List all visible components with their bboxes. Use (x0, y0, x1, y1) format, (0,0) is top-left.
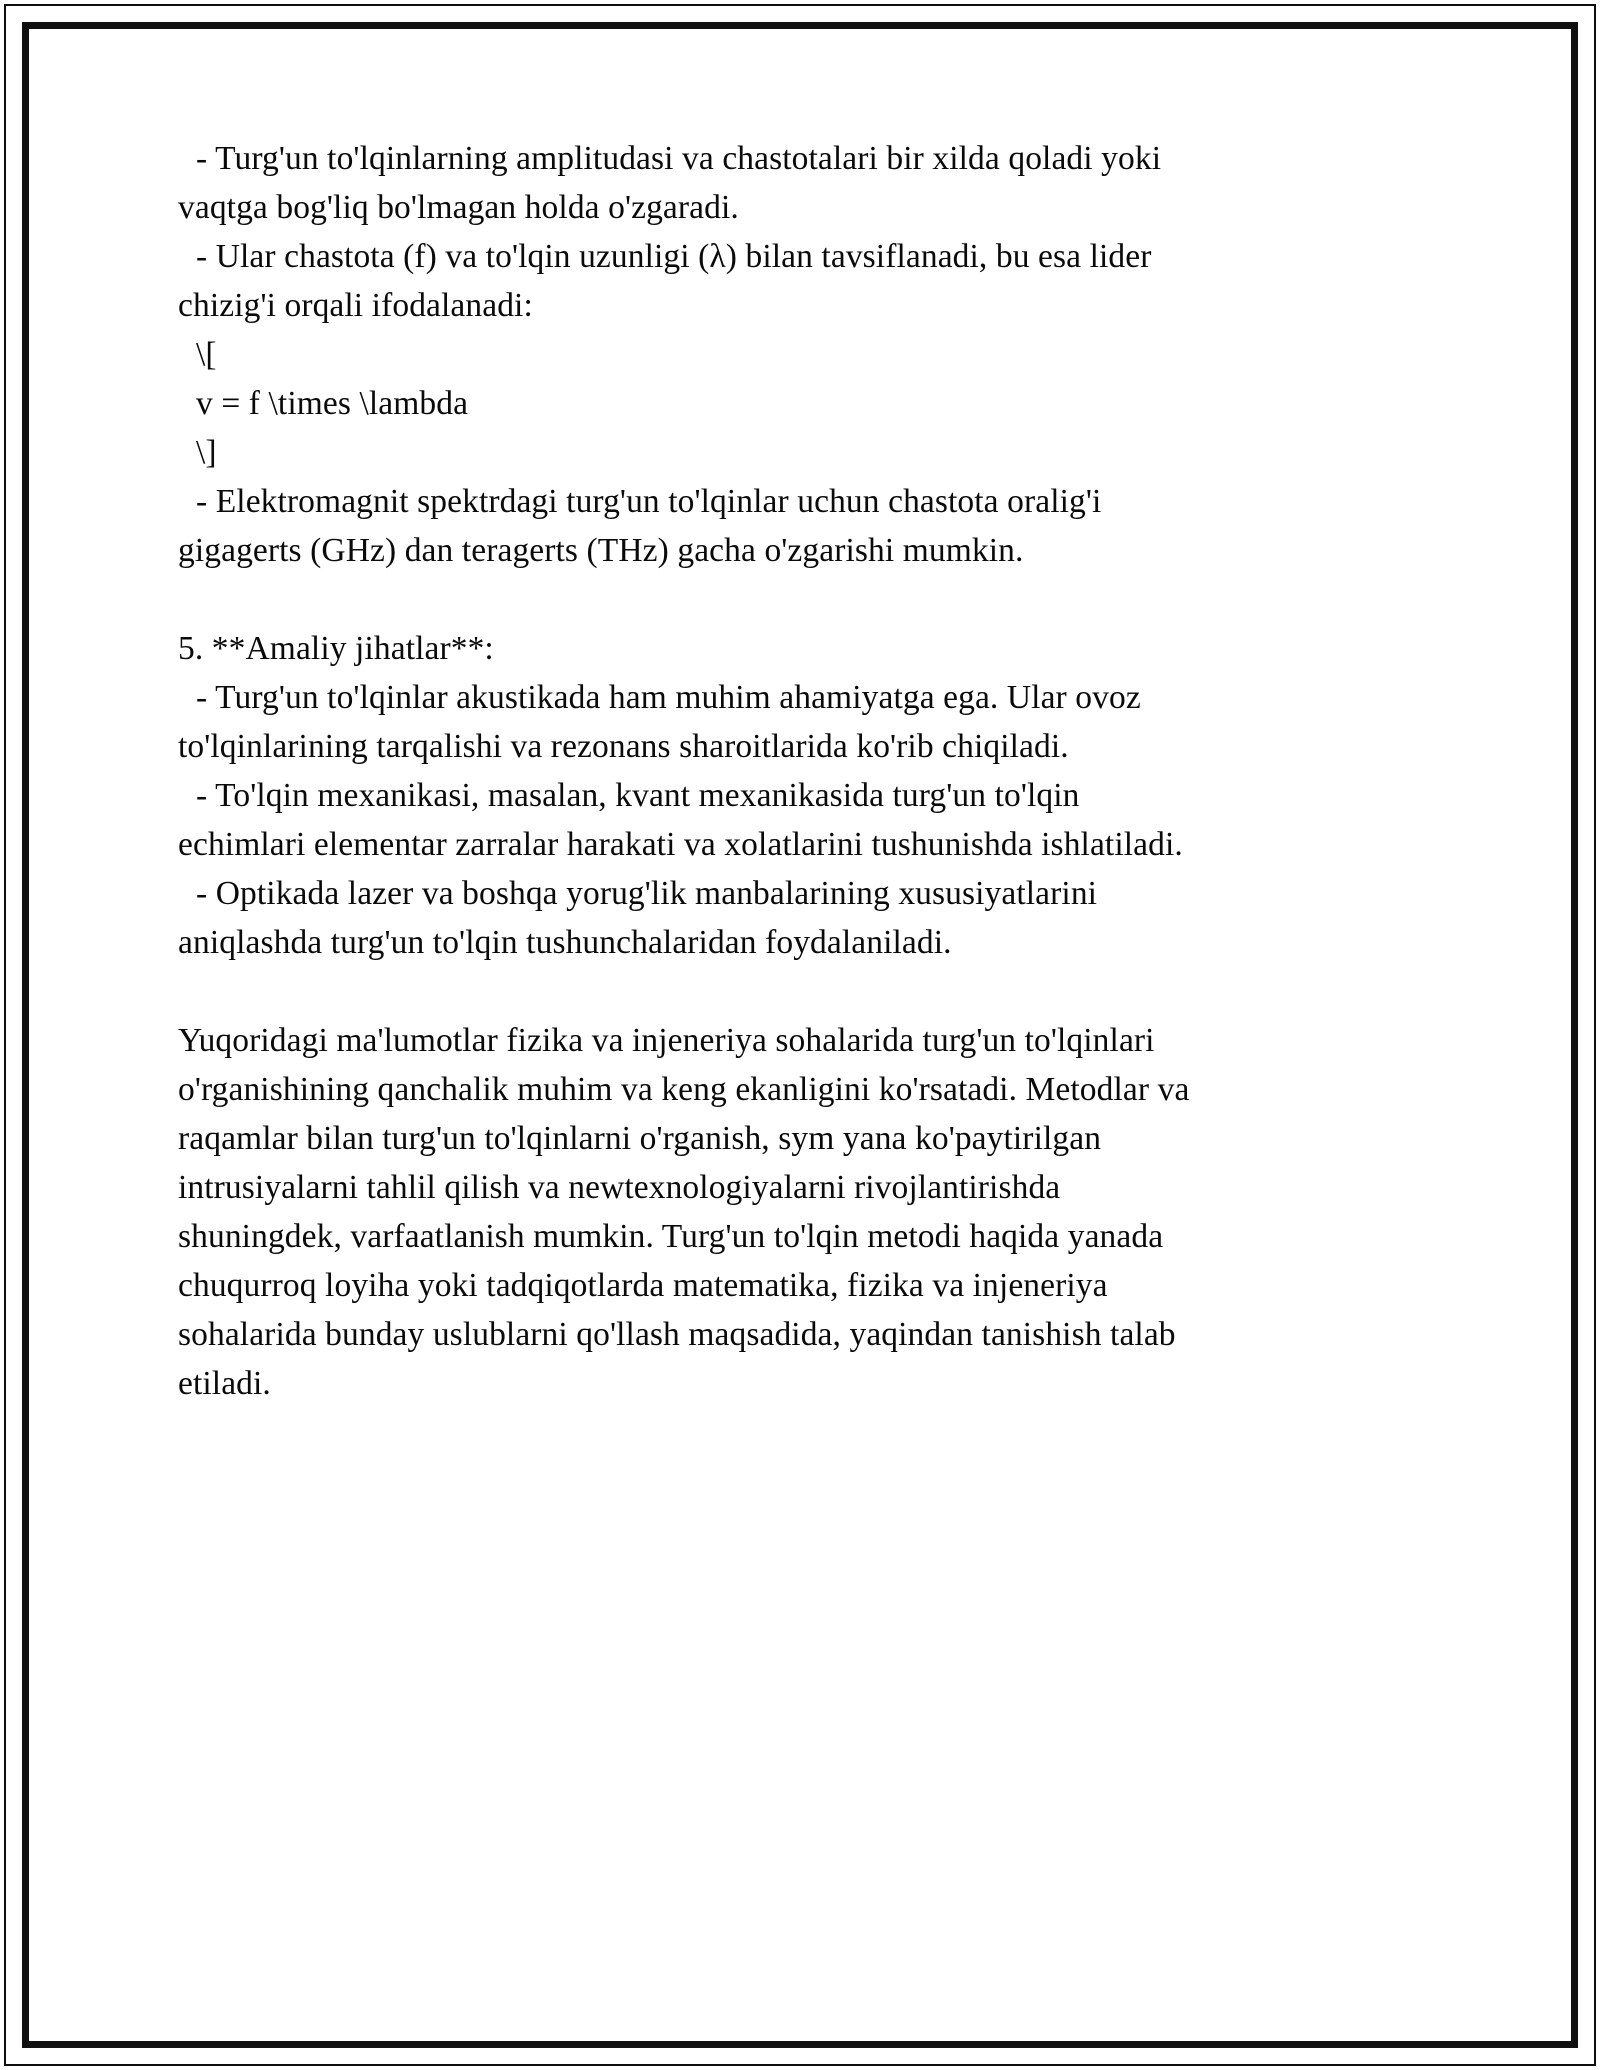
text-line: - Elektromagnit spektrdagi turg'un to'lqinlar uchun chastota oralig'i (196, 483, 1102, 520)
text-line: o'rganishining qanchalik muhim va keng ekanligini ko'rsatadi. Metodlar va (178, 1071, 1190, 1108)
text-line: v = f \times \lambda (196, 385, 469, 422)
text-line: vaqtga bog'liq bo'lmagan holda o'zgaradi. (178, 189, 739, 226)
text-line: - Turg'un to'lqinlar akustikada ham muhim ahamiyatga ega. Ular ovoz (196, 679, 1141, 716)
page-sheet (29, 29, 1571, 2041)
document-text-body (178, 134, 1298, 1408)
text-line: - Ular chastota (f) va to'lqin uzunligi (λ) bilan tavsiflanadi, bu esa lider (196, 238, 1152, 275)
text-line: sohalarida bunday uslublarni qo'llash maqsadida, yaqindan tanishish talab (178, 1316, 1176, 1353)
text-line: to'lqinlarining tarqalishi va rezonans sharoitlarida ko'rib chiqiladi. (178, 728, 1069, 765)
paragraph-gap (178, 575, 1298, 624)
text-line: chuqurroq loyiha yoki tadqiqotlarda matematika, fizika va injeneriya (178, 1267, 1108, 1304)
text-line: aniqlashda turg'un to'lqin tushunchalaridan foydalaniladi. (178, 924, 952, 961)
block-practical (178, 624, 1298, 967)
block-conclusion (178, 1016, 1298, 1408)
text-line: shuningdek, varfaatlanish mumkin. Turg'un to'lqin metodi haqida yanada (178, 1218, 1164, 1255)
text-line: \] (196, 434, 217, 471)
text-line: - Turg'un to'lqinlarning amplitudasi va chastotalari bir xilda qoladi yoki (196, 140, 1162, 177)
paragraph-gap (178, 967, 1298, 1016)
text-line: \[ (196, 336, 217, 373)
text-line: 5. **Amaliy jihatlar**: (178, 630, 494, 667)
block-properties (178, 134, 1298, 575)
text-line: gigagerts (GHz) dan teragerts (THz) gacha o'zgarishi mumkin. (178, 532, 1024, 569)
text-line: - Optikada lazer va boshqa yorug'lik manbalarining xususiyatlarini (196, 875, 1098, 912)
text-line: Yuqoridagi ma'lumotlar fizika va injeneriya sohalarida turg'un to'lqinlari (178, 1022, 1155, 1059)
text-line: chizig'i orqali ifodalanadi: (178, 287, 533, 324)
text-line: echimlari elementar zarralar harakati va xolatlarini tushunishda ishlatiladi. (178, 826, 1183, 863)
text-line: etiladi. (178, 1365, 271, 1402)
text-line: intrusiyalarni tahlil qilish va newtexnologiyalarni rivojlantirishda (178, 1169, 1061, 1206)
text-line: - To'lqin mexanikasi, masalan, kvant mexanikasida turg'un to'lqin (196, 777, 1080, 814)
text-line: raqamlar bilan turg'un to'lqinlarni o'rganish, sym yana ko'paytirilgan (178, 1120, 1102, 1157)
